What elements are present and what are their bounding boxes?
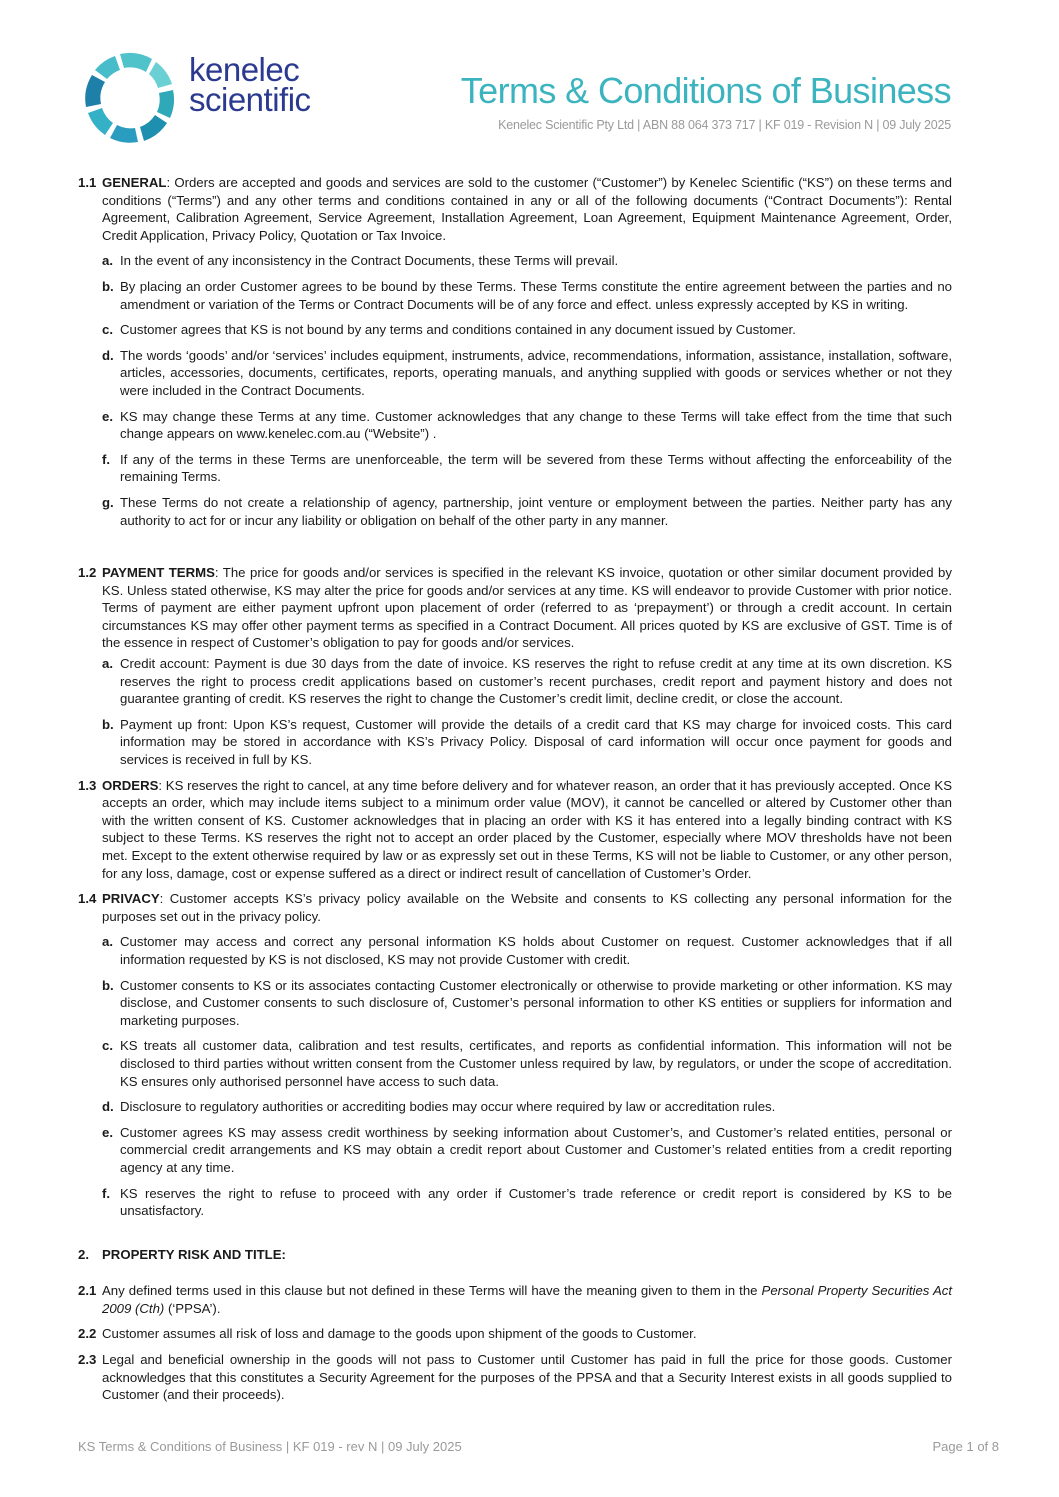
section-number: 2. [78,1246,89,1262]
clause-1-4-d: d. Disclosure to regulatory authorities or accrediting bodies may occur where required by law or accreditation rules. [102,1099,776,1115]
clause-heading: PAYMENT TERMS [102,565,215,581]
brand-wordmark [189,51,339,118]
clause-number: 1.3 [78,777,97,793]
clause-1-1-f: f. If any of the terms in these Terms are unenforceable, the term will be severed from these Terms without affecting the enforceability of the remaining Terms. [102,451,952,485]
clause-1-1-a: a. In the event of any inconsistency in the Contract Documents, these Terms will prevail. [102,253,619,269]
clause-1-1-d: d. The words ‘goods’ and/or ‘services’ includes equipment, instruments, advice, recommendations, information, assistance, installation, software, articles, accessories, documents, certificates, reports, operating manuals, and anything supplied with goods or services whether or not they were included in the Contract Documents. [102,347,952,398]
clause-2-3: 2.3 Legal and beneficial ownership in the goods will not pass to Customer until Customer has paid in full the price for those goods. Customer acknowledges that this constitutes a Security Agreement for the purposes of the PPSA and that a Security Interest exists in all goods supplied to Customer (and their proceeds). [78,1352,952,1403]
section-2-heading [78,1246,952,1264]
clause-number: 1.1 [78,175,97,190]
clause-heading: GENERAL [102,175,167,190]
brand-line-1: kenelec [189,51,300,88]
brand-line-2: scientific [189,81,311,118]
footer-page-number: Page 1 of 8 [932,1439,999,1454]
clause-text: : Orders are accepted and goods and services are sold to the customer (“Customer”) by Kenelec Scientific (“KS”) on these terms and conditions (“Terms”) and any other terms and conditions contained in any or all of the following documents (“Contract Documents”): Rental Agreement, Calibration Agreement, Service Agreement, Installation Agreement, Loan Agreement, Equipment Maintenance Agreement, Order, Credit Application, Privacy Policy, Quotation or Tax Invoice. [102,175,952,243]
clause-1-2 [78,564,952,652]
clause-1-4-f: f. KS reserves the right to refuse to proceed with any order if Customer’s trade reference or credit report is considered by KS to be unsatisfactory. [102,1185,952,1219]
page-title: Terms & Conditions of Business [460,70,951,111]
clause-1-1-e: e. KS may change these Terms at any time. Customer acknowledges that any change to these Terms will take effect from the time that such change appears on www.kenelec.com.au (“Website”) . [102,408,952,442]
footer-document-info: KS Terms & Conditions of Business | KF 019 - rev N | 09 July 2025 [78,1439,462,1454]
clause-2-1: 2.1 Any defined terms used in this clause but not defined in these Terms will have the meaning given to them in the Personal Property Securities Act 2009 (Cth) (‘PPSA’). [78,1283,952,1316]
terms-content [78,174,952,1404]
clause-text: : KS reserves the right to cancel, at any time before delivery and for whatever reason, an order that it has previously accepted. Once KS accepts an order, which may include items subject to a minimum order value (MOV), it cannot be cancelled or altered by Customer other than with the written consent of KS. Customer acknowledges that in placing an order with KS it has entered into a legally binding contract with KS subject to these Terms. KS reserves the right not to accept an order placed by the Customer, especially where MOV thresholds have not been met. Except to the extent otherwise required by law or as expressly set out in these Terms, KS will not be liable to Customer, or any other person, for any loss, damage, cost or expense suffered as a direct or indirect result of cancellation of Customer’s Order. [102,777,952,881]
clause-1-2-a: a. Credit account: Payment is due 30 days from the date of invoice. KS reserves the right to refuse credit at any time at its own discretion. KS reserves the right to process credit applications based on customer’s recent purchases, credit report and payment history and does not guarantee granting of credit. KS reserves the right to change the Customer’s credit limit, decline credit, or close the account. [102,656,952,707]
kenelec-logo [78,48,338,148]
clause-1-1-g: g. These Terms do not create a relationship of agency, partnership, joint venture or employment between the parties. Neither party has any authority to act for or incur any liability or obligation on behalf of the other party in any manner. [102,494,952,528]
logo-ring-icon [78,48,183,148]
clause-1-1-b: b. By placing an order Customer agrees to be bound by these Terms. These Terms constitute the entire agreement between the parties and no amendment or variation of the Terms or Contract Documents will be of any force and effect. unless expressly accepted by KS in writing. [102,278,952,312]
clause-number: 1.2 [78,565,97,581]
clause-1-4-b: b. Customer consents to KS or its associates contacting Customer electronically or otherwise to provide marketing or other information. KS may disclose, and Customer consents to such disclosure of, Customer’s personal information to other KS entities or suppliers for information and marketing purposes. [102,977,952,1028]
section-heading: PROPERTY RISK AND TITLE: [102,1246,286,1262]
clause-number: 1.4 [78,891,97,907]
clause-heading: ORDERS [102,777,159,793]
clause-text: : Customer accepts KS’s privacy policy available on the Website and consents to KS collecting any personal information for the purposes set out in the privacy policy. [102,891,952,924]
clause-heading: PRIVACY [102,891,160,907]
clause-1-4 [78,890,952,925]
clause-1-2-b: b. Payment up front: Upon KS’s request, Customer will provide the details of a credit card that KS may charge for invoiced costs. This card information may be stored in accordance with KS’s Privacy Policy. Disposal of card information will occur once payment for goods and services is received in full by KS. [102,716,952,768]
clause-1-4-e: e. Customer agrees KS may assess credit worthiness by seeking information about Customer’s, and Customer’s related entities, personal or commercial credit arrangements and KS may obtain a credit report about Customer and Customer’s related entities from a credit reporting agency at any time. [102,1124,952,1175]
page-subtitle: Kenelec Scientific Pty Ltd | ABN 88 064 373 717 | KF 019 - Revision N | 09 July 2025 [498,118,951,132]
clause-1-1 [78,174,952,244]
clause-1-4-c: c. KS treats all customer data, calibration and test results, certificates, and reports as confidential information. This information will not be disclosed to third parties without written consent from the Customer unless required by law, by regulators, or under the scope of accreditation. KS ensures only authorised personnel have access to such data. [102,1038,952,1089]
clause-1-1-c: c. Customer agrees that KS is not bound by any terms and conditions contained in any document issued by Customer. [102,322,796,338]
clause-1-4-a: a. Customer may access and correct any personal information KS holds about Customer on request. Customer acknowledges that if all information requested by KS is not disclosed, KS may not provide Customer with credit. [102,934,952,967]
clause-2-2: 2.2 Customer assumes all risk of loss and damage to the goods upon shipment of the goods to Customer. [78,1326,697,1342]
clause-1-3 [78,777,952,883]
clause-text: : The price for goods and/or services is specified in the relevant KS invoice, quotation or other similar document provided by KS. Unless stated otherwise, KS may alter the price for goods and/or services at any time. KS will endeavor to provide Customer with prior notice. Terms of payment are either payment upfront upon placement of order (referred to as ‘prepayment’) or through a credit account. In certain circumstances KS may offer other payment terms as specified in a Contract Document. All prices quoted by KS are exclusive of GST. Time is of the essence in respect of Customer’s obligation to pay for goods and/or services. [102,565,952,651]
